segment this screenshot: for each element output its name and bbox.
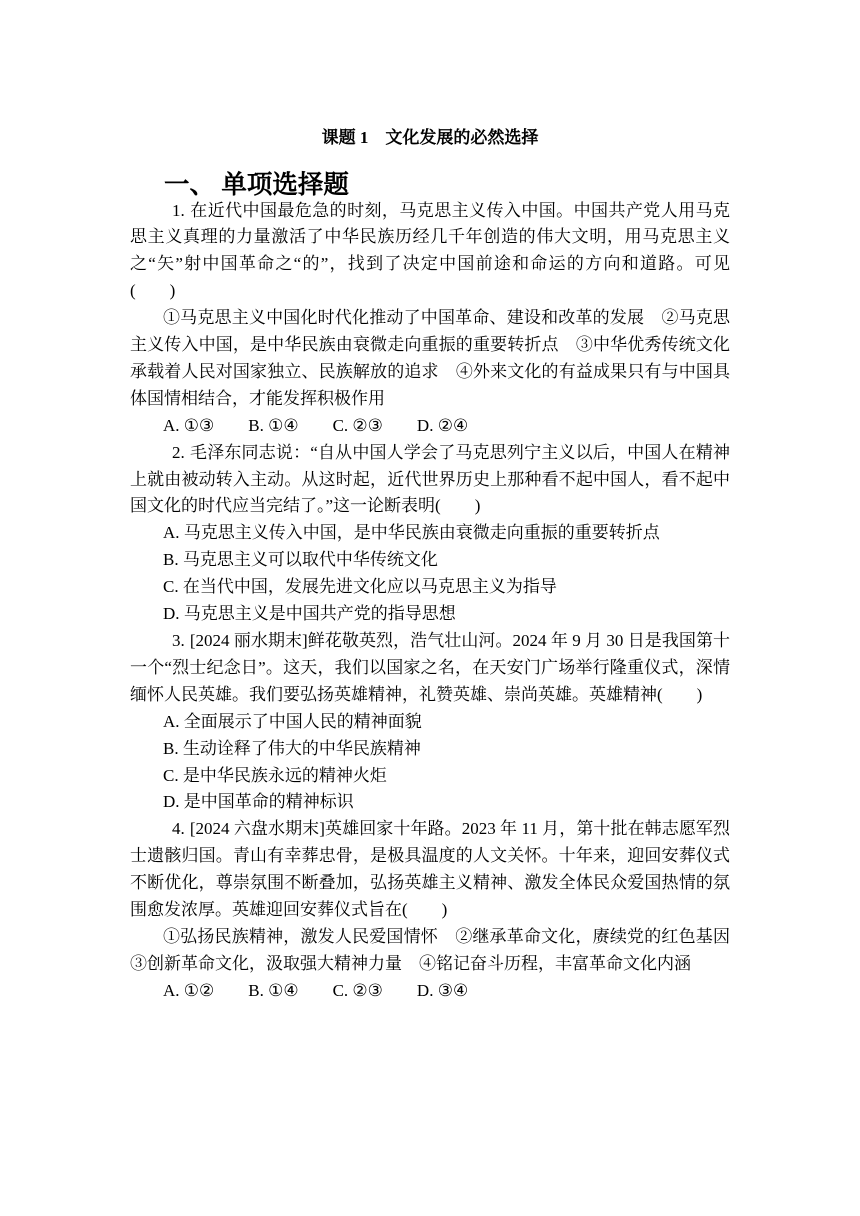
statement-2: ②继承革命文化，赓续党的红色基因 [455,926,730,946]
option-b: B. 马克思主义可以取代中华传统文化 [163,550,438,570]
question-number: 1. [172,200,185,220]
document-content [130,124,730,1005]
choice-d: D. ③④ [416,980,469,1000]
question-number: 2. [172,442,185,462]
option-b: B. 生动诠释了伟大的中华民族精神 [163,738,421,758]
question-stem-text: 鲜花敬英烈，浩气壮山河。2024 年 9 月 30 日是我国第十一个“烈士纪念日”。这天，我们以国家之名，在天安门广场举行隆重仪式，深情缅怀人民英雄。我们要弘扬英雄精神，礼赞英雄、崇尚英雄。英雄精神( ) [130,631,731,704]
choice-a: A. ①③ [163,415,215,435]
question-number: 3. [172,631,185,650]
choice-list [130,413,730,440]
question-stem-text: 在近代中国最危急的时刻，马克思主义传入中国。中国共产党人用马克思主义真理的力量激活了中华民族历经几千年创造的伟大文明，用马克思主义之“矢”射中国革命之“的”，找到了决定中国前途和命运的方向和道路。可见( ) [130,200,730,301]
statement-2: ②马克思主义传入中国，是中华民族由衰微走向重振的重要转折点 [130,308,730,355]
statement-3: ③创新革命文化，汲取强大精神力量 [130,953,402,973]
choice-d: D. ②④ [416,415,469,435]
question-3 [130,628,730,816]
question-stem-text: 毛泽东同志说：“自从中国人学会了马克思列宁主义以后，中国人在精神上就由被动转入主动。从这时起，近代世界历史上那种看不起中国人，看不起中国文化的时代应当完结了。”这一论断表明( ) [130,442,730,516]
choice-a: A. ①② [163,980,215,1000]
question-stem-text: 英雄回家十年路。2023 年 11 月，第十批在韩志愿军烈士遗骸归国。青山有幸葬忠骨，是极具温度的人文关怀。十年来，迎回安葬仪式不断优化，尊崇氛围不断叠加，弘扬英雄主义精神、激发全体民众爱国热情的氛围愈发浓厚。英雄迎回安葬仪式旨在( ) [130,819,731,920]
option-c: C. 在当代中国，发展先进文化应以马克思主义为指导 [163,577,557,597]
question-stem [130,440,730,521]
question-stem [130,628,730,709]
statement-list [130,305,730,413]
question-1 [130,198,730,440]
statement-list [130,924,730,978]
statement-4: ④铭记奋斗历程，丰富革命文化内涵 [419,953,691,973]
question-4 [130,816,730,1004]
statement-3: ③中华优秀传统文化承载着人民对国家独立、民族解放的追求 [130,335,731,381]
option-a: A. 全面展示了中国人民的精神面貌 [163,711,422,731]
statement-1: ①马克思主义中国化时代化推动了中国革命、建设和改革的发展 [163,308,645,328]
option-d: D. 是中国革命的精神标识 [163,792,354,812]
choice-c: C. ②③ [332,415,383,435]
choice-b: B. ①④ [248,415,299,435]
question-stem [130,816,730,924]
choice-b: B. ①④ [248,980,299,1000]
question-source: [2024 丽水期末] [189,631,308,650]
choice-list [130,978,730,1005]
option-c: C. 是中华民族永远的精神火炬 [163,765,387,785]
option-d: D. 马克思主义是中国共产党的指导思想 [163,604,456,624]
statement-1: ①弘扬民族精神，激发人民爱国情怀 [163,926,438,946]
choice-c: C. ②③ [332,980,383,1000]
question-number: 4. [172,819,185,839]
question-source: [2024 六盘水期末] [189,819,325,839]
question-2 [130,440,730,628]
page-title: 课题 1 文化发展的必然选择 [321,128,539,147]
option-a: A. 马克思主义传入中国，是中华民族由衰微走向重振的重要转折点 [163,523,660,543]
question-stem [130,198,730,306]
section-heading: 一、 单项选择题 [164,169,349,199]
statement-4: ④外来文化的有益成果只有与中国具体国情相结合，才能发挥积极作用 [130,361,731,408]
